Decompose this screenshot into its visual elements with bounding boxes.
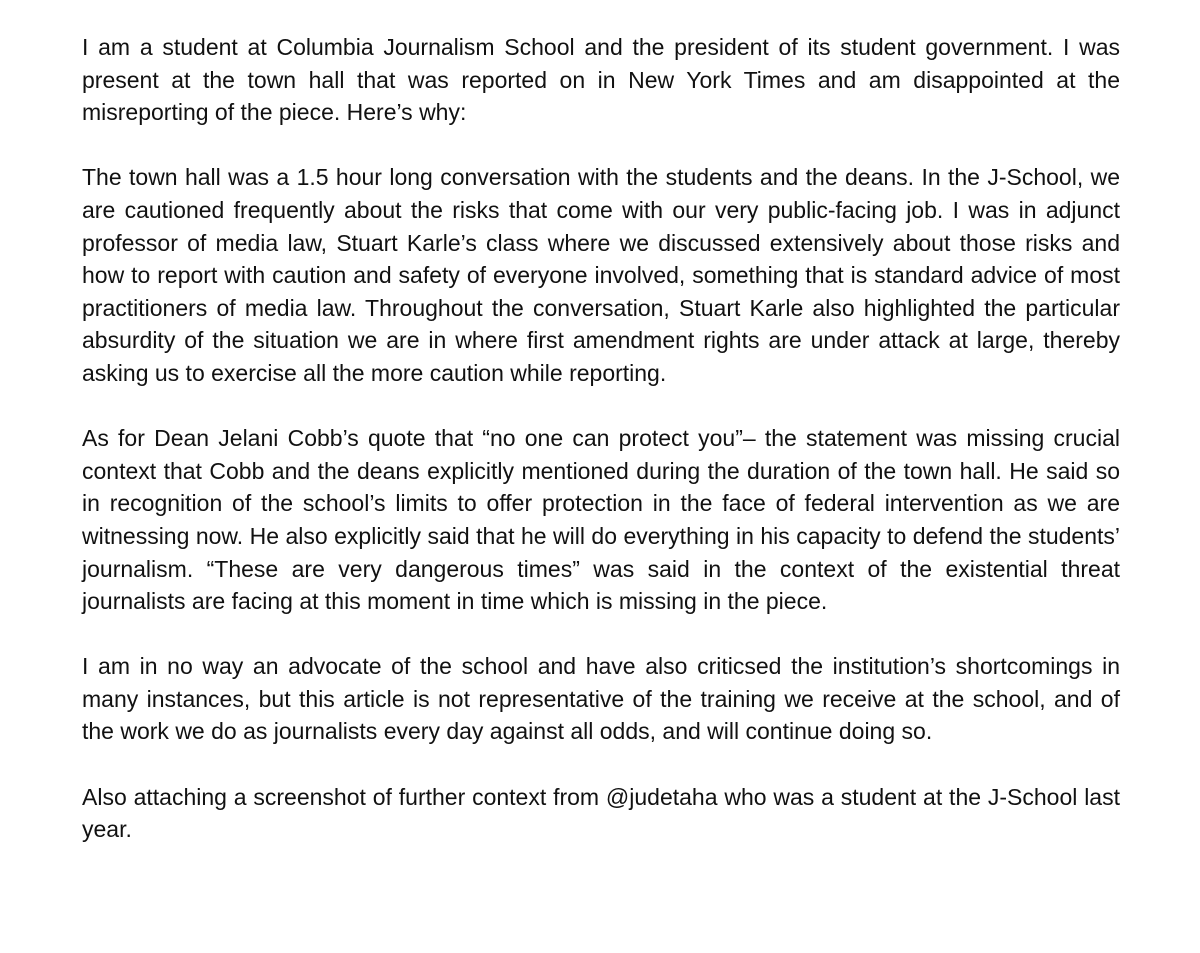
paragraph-cobb-quote: As for Dean Jelani Cobb’s quote that “no one can protect you”– the statement was missing crucial context that Cobb and the deans explicitly mentioned during the duration of the town hall. He said so in recognition of the school’s limits to offer protection in the face of federal intervention as we are witnessing now. He also explicitly said that he will do everything in his capacity to defend the students’ journalism. “These are very dangerous times” was said in the context of the existential threat journalists are facing at this moment in time which is missing in the piece. bbox=[82, 425, 1120, 615]
paragraph-intro: I am a student at Columbia Journalism School and the president of its student government. I was present at the town hall that was reported on in New York Times and am disappointed at the misreporting of the piece. Here’s why: bbox=[82, 34, 1120, 126]
paragraph-attachment-note: Also attaching a screenshot of further context from @judetaha who was a student at the J-School last year. bbox=[82, 783, 1120, 843]
paragraph-town-hall: The town hall was a 1.5 hour long conversation with the students and the deans. In the J-School, we are cautioned frequently about the risks that come with our very public-facing job. I was in adjunct professor of media law, Stuart Karle’s class where we discussed extensively about those risks and how to report with caution and safety of everyone involved, something that is standard advice of most practitioners of media law. Throughout the conversation, Stuart Karle also highlighted the particular absurdity of the situation we are in where first amendment rights are under attack at large, thereby asking us to exercise all the more caution while reporting. bbox=[82, 164, 1120, 386]
paragraph-not-advocate: I am in no way an advocate of the school and have also criticsed the institution’s shortcomings in many instances, but this article is not representative of the training we receive at the school, and of the work we do as journalists every day against all odds, and will continue doing so. bbox=[82, 653, 1120, 745]
